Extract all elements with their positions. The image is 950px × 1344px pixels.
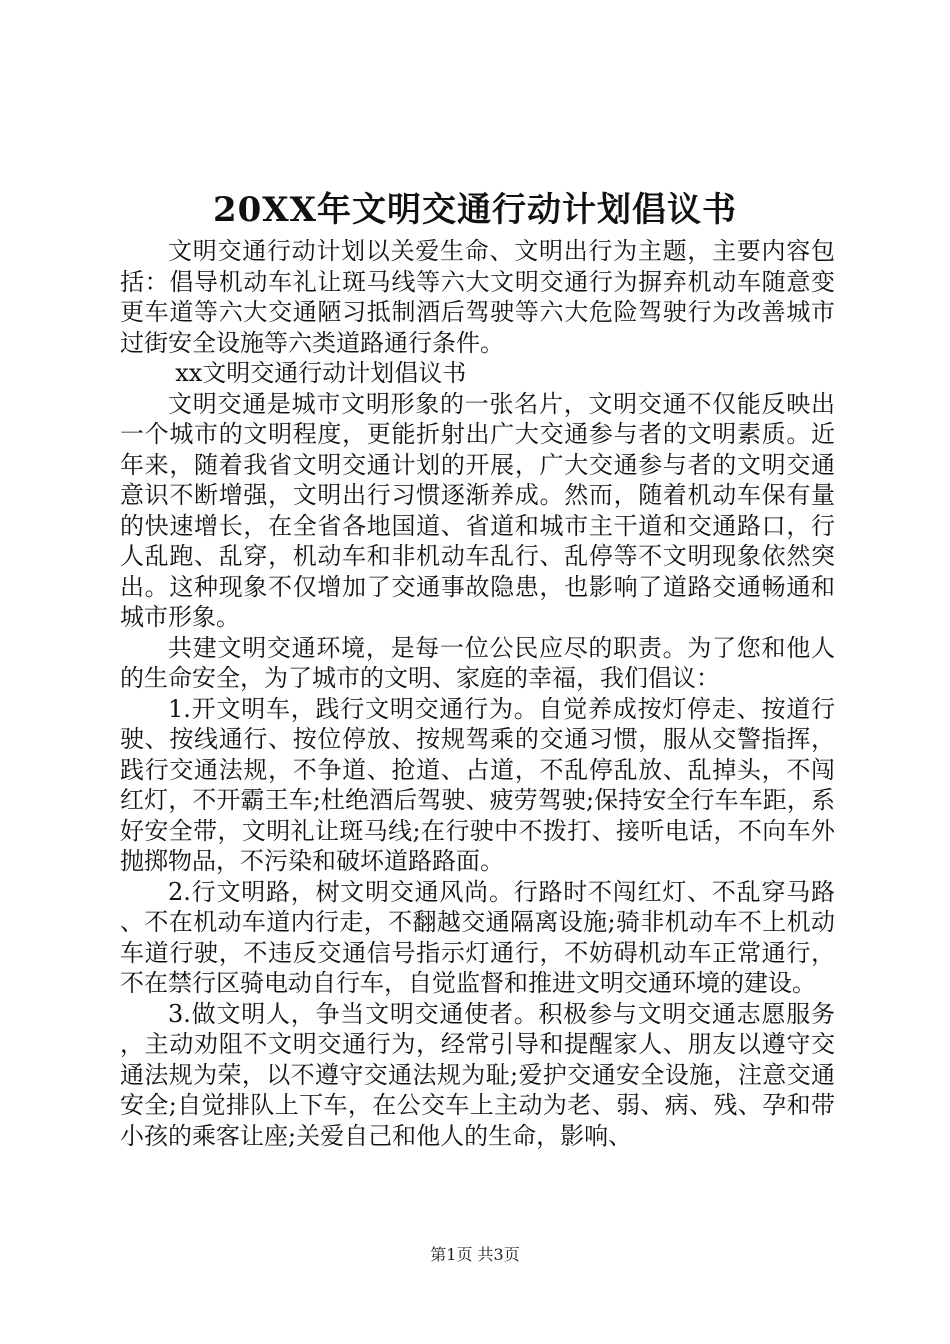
page-number: 第1页 共3页 <box>430 1245 520 1264</box>
body-paragraph: 共建文明交通环境，是每一位公民应尽的职责。为了您和他人的生命安全，为了城市的文明、家庭的幸福，我们倡议： <box>120 633 835 692</box>
section-heading: xx文明交通行动计划倡议书 <box>175 359 467 387</box>
document-title: 20XX年文明交通行动计划倡议书 <box>212 190 738 230</box>
proposal-item-2: 2.行文明路，树文明交通风尚。行路时不闯红灯、不乱穿马路、不在机动车道内行走，不翻越交通隔离设施;骑非机动车不上机动车道行驶，不违反交通信号指示灯通行，不妨碍机动车正常通行，不在禁行区骑电动自行车，自觉监督和推进文明交通环境的建设。 <box>120 877 835 997</box>
document-body <box>120 236 835 1151</box>
body-paragraph: 文明交通是城市文明形象的一张名片，文明交通不仅能反映出一个城市的文明程度，更能折射出广大交通参与者的文明素质。近年来，随着我省文明交通计划的开展，广大交通参与者的文明交通意识不断增强，文明出行习惯逐渐养成。然而，随着机动车保有量的快速增长，在全省各地国道、省道和城市主干道和交通路口，行人乱跑、乱穿，机动车和非机动车乱行、乱停等不文明现象依然突出。这种现象不仅增加了交通事故隐患，也影响了道路交通畅通和城市形象。 <box>120 389 835 631</box>
intro-paragraph: 文明交通行动计划以关爱生命、文明出行为主题，主要内容包括：倡导机动车礼让斑马线等六大文明交通行为摒弃机动车随意变更车道等六大交通陋习抵制酒后驾驶等六大危险驾驶行为改善城市过街安全设施等六类道路通行条件。 <box>120 237 835 357</box>
proposal-item-3: 3.做文明人，争当文明交通使者。积极参与文明交通志愿服务，主动劝阻不文明交通行为，经常引导和提醒家人、朋友以遵守交通法规为荣，以不遵守交通法规为耻;爱护交通安全设施，注意交通安全;自觉排队上下车，在公交车上主动为老、弱、病、残、孕和带小孩的乘客让座;关爱自己和他人的生命，影响、 <box>120 999 835 1150</box>
proposal-item-1: 1.开文明车，践行文明交通行为。自觉养成按灯停走、按道行驶、按线通行、按位停放、按规驾乘的交通习惯，服从交警指挥，践行交通法规，不争道、抢道、占道，不乱停乱放、乱掉头，不闯红灯，不开霸王车;杜绝酒后驾驶、疲劳驾驶;保持安全行车车距，系好安全带，文明礼让斑马线;在行驶中不拨打、接听电话，不向车外抛掷物品，不污染和破坏道路路面。 <box>120 694 835 875</box>
